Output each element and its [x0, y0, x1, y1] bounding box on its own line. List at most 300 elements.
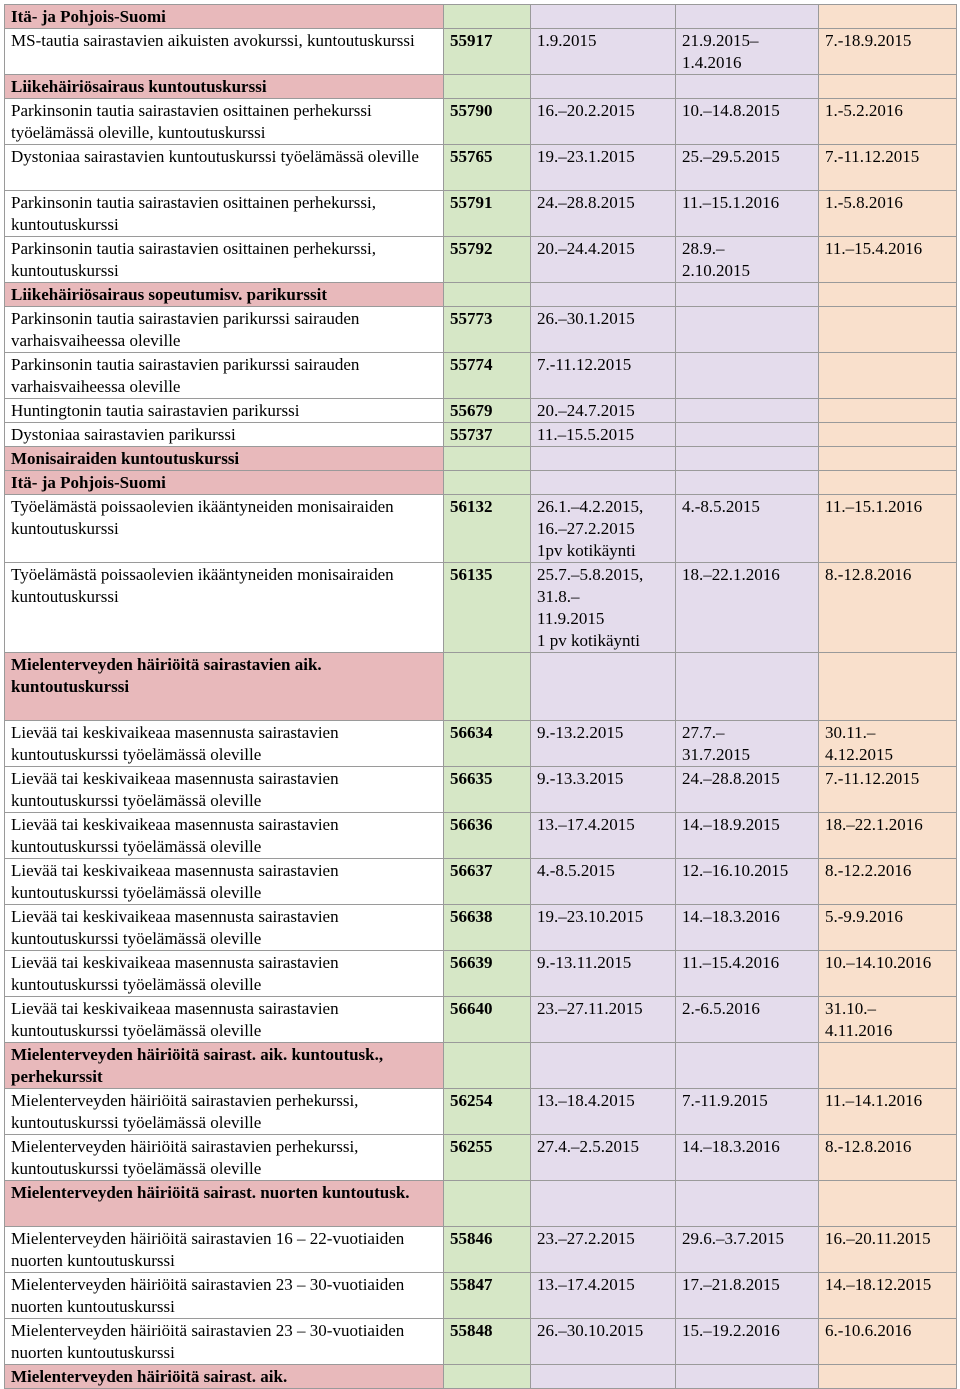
course-code-text: 56255 — [450, 1137, 493, 1156]
course-code-text: 55679 — [450, 401, 493, 420]
date-3-cell — [819, 307, 957, 353]
date-3-cell — [819, 145, 957, 191]
course-code-cell — [444, 423, 531, 447]
date-2-cell — [676, 951, 819, 997]
date-2-text: 29.6.–3.7.2015 — [682, 1229, 784, 1248]
date-1-cell — [531, 1089, 676, 1135]
date-3-text: 8.-12.8.2016 — [825, 565, 912, 584]
date-3-cell — [819, 721, 957, 767]
course-code-cell — [444, 1273, 531, 1319]
course-code-text: 55773 — [450, 309, 493, 328]
table-row — [5, 145, 957, 191]
date-2-text: 21.9.2015– 1.4.2016 — [682, 31, 759, 72]
section-heading — [5, 1365, 444, 1389]
course-name-cell — [5, 767, 444, 813]
date-1-cell — [531, 951, 676, 997]
course-name-cell — [5, 997, 444, 1043]
course-code-cell — [444, 399, 531, 423]
course-code-cell — [444, 283, 531, 307]
date-1-cell — [531, 471, 676, 495]
date-2-cell — [676, 1273, 819, 1319]
table-row — [5, 307, 957, 353]
table-row — [5, 423, 957, 447]
date-3-text: 10.–14.10.2016 — [825, 953, 932, 972]
date-1-cell — [531, 721, 676, 767]
course-code-cell — [444, 145, 531, 191]
course-name-text: Parkinsonin tautia sairastavien osittainen perhekurssi työelämässä oleville, kuntoutuskurssi — [11, 101, 372, 142]
course-code-cell — [444, 1135, 531, 1181]
date-2-cell — [676, 191, 819, 237]
date-3-cell — [819, 905, 957, 951]
date-1-cell — [531, 813, 676, 859]
date-1-cell — [531, 29, 676, 75]
date-1-cell — [531, 495, 676, 563]
course-name-text: Lievää tai keskivaikeaa masennusta sairastavien kuntoutuskurssi työelämässä oleville — [11, 769, 339, 810]
date-2-cell — [676, 813, 819, 859]
date-2-cell — [676, 721, 819, 767]
course-code-cell — [444, 237, 531, 283]
course-code-text: 56636 — [450, 815, 493, 834]
course-code-cell — [444, 767, 531, 813]
course-code-text: 56135 — [450, 565, 493, 584]
course-name-text: Lievää tai keskivaikeaa masennusta sairastavien kuntoutuskurssi työelämässä oleville — [11, 861, 339, 902]
course-code-text: 56639 — [450, 953, 493, 972]
date-2-cell — [676, 471, 819, 495]
course-name-text: Parkinsonin tautia sairastavien parikurssi sairauden varhaisvaiheessa oleville — [11, 355, 360, 396]
date-1-text: 23.–27.11.2015 — [537, 999, 643, 1018]
course-name-cell — [5, 237, 444, 283]
course-name-cell — [5, 721, 444, 767]
date-3-text: 6.-10.6.2016 — [825, 1321, 912, 1340]
section-heading — [5, 1181, 444, 1227]
course-name-text: Lievää tai keskivaikeaa masennusta sairastavien kuntoutuskurssi työelämässä oleville — [11, 953, 339, 994]
date-1-text: 26.1.–4.2.2015, 16.–27.2.2015 1pv kotikäynti — [537, 497, 644, 560]
course-code-text: 55847 — [450, 1275, 493, 1294]
date-2-cell — [676, 1365, 819, 1389]
table-row — [5, 1089, 957, 1135]
date-1-cell — [531, 653, 676, 721]
course-code-cell — [444, 813, 531, 859]
date-3-cell — [819, 767, 957, 813]
course-code-text: 55846 — [450, 1229, 493, 1248]
date-2-cell — [676, 423, 819, 447]
date-1-text: 20.–24.4.2015 — [537, 239, 635, 258]
date-3-text: 11.–15.1.2016 — [825, 497, 923, 516]
date-2-text: 2.-6.5.2016 — [682, 999, 760, 1018]
date-3-cell — [819, 813, 957, 859]
course-name-text: Työelämästä poissaolevien ikääntyneiden monisairaiden kuntoutuskurssi — [11, 497, 394, 538]
date-1-text: 7.-11.12.2015 — [537, 355, 632, 374]
date-1-text: 4.-8.5.2015 — [537, 861, 615, 880]
course-name-cell — [5, 905, 444, 951]
course-code-cell — [444, 191, 531, 237]
table-row — [5, 1227, 957, 1273]
date-1-text: 9.-13.11.2015 — [537, 953, 632, 972]
date-2-text: 7.-11.9.2015 — [682, 1091, 768, 1110]
date-3-cell — [819, 495, 957, 563]
date-2-cell — [676, 495, 819, 563]
table-row — [5, 721, 957, 767]
course-code-text: 56640 — [450, 999, 493, 1018]
course-code-cell — [444, 307, 531, 353]
date-1-text: 11.–15.5.2015 — [537, 425, 635, 444]
course-name-cell — [5, 859, 444, 905]
date-2-text: 27.7.– 31.7.2015 — [682, 723, 750, 764]
table-row — [5, 563, 957, 653]
date-1-text: 20.–24.7.2015 — [537, 401, 635, 420]
course-code-cell — [444, 653, 531, 721]
course-name-cell — [5, 99, 444, 145]
date-2-cell — [676, 99, 819, 145]
date-1-cell — [531, 1319, 676, 1365]
course-code-cell — [444, 5, 531, 29]
date-3-text: 11.–14.1.2016 — [825, 1091, 923, 1110]
course-code-cell — [444, 721, 531, 767]
date-3-cell — [819, 5, 957, 29]
course-code-cell — [444, 1043, 531, 1089]
date-1-cell — [531, 1227, 676, 1273]
date-3-cell — [819, 1043, 957, 1089]
date-2-cell — [676, 1043, 819, 1089]
date-1-text: 13.–17.4.2015 — [537, 1275, 635, 1294]
date-3-text: 18.–22.1.2016 — [825, 815, 923, 834]
date-1-text: 9.-13.3.2015 — [537, 769, 624, 788]
date-1-cell — [531, 399, 676, 423]
course-code-text: 55848 — [450, 1321, 493, 1340]
course-name-cell — [5, 307, 444, 353]
date-3-text: 8.-12.2.2016 — [825, 861, 912, 880]
section-heading-row — [5, 447, 957, 471]
course-name-cell — [5, 951, 444, 997]
course-code-text: 55774 — [450, 355, 493, 374]
date-2-cell — [676, 563, 819, 653]
table-row — [5, 859, 957, 905]
course-name-text: Mielenterveyden häiriöitä sairastavien 23 – 30-vuotiaiden nuorten kuntoutuskurssi — [11, 1321, 405, 1362]
course-name-cell — [5, 1273, 444, 1319]
date-1-text: 25.7.–5.8.2015, 31.8.– 11.9.2015 1 pv kotikäynti — [537, 565, 644, 650]
course-code-text: 55737 — [450, 425, 493, 444]
date-2-text: 18.–22.1.2016 — [682, 565, 780, 584]
date-3-text: 31.10.– 4.11.2016 — [825, 999, 893, 1040]
course-name-text: Mielenterveyden häiriöitä sairast. aik. kuntoutusk., perhekurssit — [11, 1045, 384, 1086]
date-2-text: 14.–18.9.2015 — [682, 815, 780, 834]
course-name-text: Parkinsonin tautia sairastavien parikurssi sairauden varhaisvaiheessa oleville — [11, 309, 360, 350]
course-name-text: Mielenterveyden häiriöitä sairastavien aik. kuntoutuskurssi — [11, 655, 322, 696]
date-3-text: 14.–18.12.2015 — [825, 1275, 932, 1294]
date-2-cell — [676, 859, 819, 905]
date-1-cell — [531, 99, 676, 145]
date-1-cell — [531, 1181, 676, 1227]
section-heading — [5, 471, 444, 495]
date-1-cell — [531, 1365, 676, 1389]
course-code-cell — [444, 1319, 531, 1365]
course-name-cell — [5, 1319, 444, 1365]
section-heading — [5, 75, 444, 99]
date-1-cell — [531, 423, 676, 447]
section-heading-row — [5, 471, 957, 495]
date-1-cell — [531, 767, 676, 813]
date-3-text: 7.-18.9.2015 — [825, 31, 912, 50]
course-code-cell — [444, 471, 531, 495]
date-2-text: 12.–16.10.2015 — [682, 861, 789, 880]
date-2-text: 10.–14.8.2015 — [682, 101, 780, 120]
course-code-cell — [444, 859, 531, 905]
date-3-cell — [819, 1089, 957, 1135]
date-2-cell — [676, 653, 819, 721]
date-1-cell — [531, 1043, 676, 1089]
date-1-text: 24.–28.8.2015 — [537, 193, 635, 212]
course-name-text: Liikehäiriösairaus kuntoutuskurssi — [11, 77, 267, 96]
date-2-cell — [676, 399, 819, 423]
course-code-text: 55791 — [450, 193, 493, 212]
course-code-cell — [444, 563, 531, 653]
date-3-cell — [819, 1181, 957, 1227]
course-code-text: 56637 — [450, 861, 493, 880]
date-3-cell — [819, 653, 957, 721]
course-code-text: 56254 — [450, 1091, 493, 1110]
course-code-text: 56634 — [450, 723, 493, 742]
date-2-text: 25.–29.5.2015 — [682, 147, 780, 166]
table-row — [5, 237, 957, 283]
date-2-text: 15.–19.2.2016 — [682, 1321, 780, 1340]
course-code-cell — [444, 1365, 531, 1389]
table-row — [5, 767, 957, 813]
date-1-text: 23.–27.2.2015 — [537, 1229, 635, 1248]
date-1-text: 13.–17.4.2015 — [537, 815, 635, 834]
date-1-cell — [531, 859, 676, 905]
date-1-text: 13.–18.4.2015 — [537, 1091, 635, 1110]
date-1-text: 26.–30.10.2015 — [537, 1321, 644, 1340]
course-code-cell — [444, 997, 531, 1043]
date-2-text: 14.–18.3.2016 — [682, 1137, 780, 1156]
date-3-text: 7.-11.12.2015 — [825, 147, 920, 166]
date-1-text: 16.–20.2.2015 — [537, 101, 635, 120]
course-code-cell — [444, 1227, 531, 1273]
date-1-cell — [531, 307, 676, 353]
date-2-cell — [676, 237, 819, 283]
course-code-text: 56132 — [450, 497, 493, 516]
course-name-cell — [5, 353, 444, 399]
date-1-text: 19.–23.1.2015 — [537, 147, 635, 166]
date-2-cell — [676, 75, 819, 99]
date-2-text: 11.–15.1.2016 — [682, 193, 780, 212]
table-row — [5, 997, 957, 1043]
table-row — [5, 191, 957, 237]
table-body — [5, 5, 957, 1389]
course-name-text: Mielenterveyden häiriöitä sairastavien perhekurssi, kuntoutuskurssi työelämässä oleville — [11, 1091, 359, 1132]
course-code-cell — [444, 495, 531, 563]
table-row — [5, 1319, 957, 1365]
section-heading-row — [5, 1181, 957, 1227]
date-1-text: 1.9.2015 — [537, 31, 597, 50]
course-code-text: 55790 — [450, 101, 493, 120]
course-code-text: 55765 — [450, 147, 493, 166]
course-name-text: Mielenterveyden häiriöitä sairast. nuorten kuntoutusk. — [11, 1183, 410, 1202]
date-3-cell — [819, 99, 957, 145]
date-2-cell — [676, 767, 819, 813]
course-name-text: MS-tautia sairastavien aikuisten avokurssi, kuntoutuskurssi — [11, 31, 415, 50]
date-3-cell — [819, 563, 957, 653]
date-3-cell — [819, 1319, 957, 1365]
date-1-cell — [531, 5, 676, 29]
course-code-cell — [444, 1181, 531, 1227]
course-name-text: Parkinsonin tautia sairastavien osittainen perhekurssi, kuntoutuskurssi — [11, 239, 376, 280]
section-heading-row — [5, 1043, 957, 1089]
course-code-cell — [444, 447, 531, 471]
date-3-text: 1.-5.2.2016 — [825, 101, 903, 120]
course-code-cell — [444, 905, 531, 951]
date-1-text: 27.4.–2.5.2015 — [537, 1137, 639, 1156]
course-code-text: 55917 — [450, 31, 493, 50]
course-code-cell — [444, 353, 531, 399]
course-name-cell — [5, 1135, 444, 1181]
date-2-text: 24.–28.8.2015 — [682, 769, 780, 788]
date-3-cell — [819, 423, 957, 447]
date-2-cell — [676, 1089, 819, 1135]
section-heading — [5, 447, 444, 471]
date-1-cell — [531, 283, 676, 307]
course-name-cell — [5, 1227, 444, 1273]
section-heading — [5, 653, 444, 721]
section-heading-row — [5, 75, 957, 99]
course-name-text: Lievää tai keskivaikeaa masennusta sairastavien kuntoutuskurssi työelämässä oleville — [11, 723, 339, 764]
date-3-cell — [819, 447, 957, 471]
course-schedule-table — [4, 4, 957, 1389]
date-3-text: 7.-11.12.2015 — [825, 769, 920, 788]
date-3-cell — [819, 471, 957, 495]
course-name-cell — [5, 813, 444, 859]
date-3-cell — [819, 1273, 957, 1319]
course-code-text: 56635 — [450, 769, 493, 788]
course-code-cell — [444, 951, 531, 997]
date-3-text: 8.-12.8.2016 — [825, 1137, 912, 1156]
date-3-text: 11.–15.4.2016 — [825, 239, 923, 258]
date-3-cell — [819, 951, 957, 997]
date-1-cell — [531, 237, 676, 283]
course-name-cell — [5, 563, 444, 653]
course-name-text: Lievää tai keskivaikeaa masennusta sairastavien kuntoutuskurssi työelämässä oleville — [11, 907, 339, 948]
date-1-cell — [531, 145, 676, 191]
course-name-text: Liikehäiriösairaus sopeutumisv. parikurssit — [11, 285, 327, 304]
date-2-cell — [676, 5, 819, 29]
date-3-text: 16.–20.11.2015 — [825, 1229, 931, 1248]
date-3-cell — [819, 29, 957, 75]
course-name-text: Työelämästä poissaolevien ikääntyneiden monisairaiden kuntoutuskurssi — [11, 565, 394, 606]
course-name-text: Dystoniaa sairastavien parikurssi — [11, 425, 236, 444]
section-heading-row — [5, 1365, 957, 1389]
date-1-text: 19.–23.10.2015 — [537, 907, 644, 926]
section-heading-row — [5, 5, 957, 29]
section-heading — [5, 5, 444, 29]
course-code-text: 56638 — [450, 907, 493, 926]
course-name-text: Lievää tai keskivaikeaa masennusta sairastavien kuntoutuskurssi työelämässä oleville — [11, 815, 339, 856]
course-name-text: Huntingtonin tautia sairastavien parikurssi — [11, 401, 300, 420]
date-2-cell — [676, 353, 819, 399]
date-2-cell — [676, 905, 819, 951]
date-2-text: 4.-8.5.2015 — [682, 497, 760, 516]
table-row — [5, 1273, 957, 1319]
date-2-text: 28.9.– 2.10.2015 — [682, 239, 750, 280]
course-code-text: 55792 — [450, 239, 493, 258]
date-3-text: 5.-9.9.2016 — [825, 907, 903, 926]
date-2-cell — [676, 1227, 819, 1273]
date-3-cell — [819, 997, 957, 1043]
date-1-text: 9.-13.2.2015 — [537, 723, 624, 742]
date-3-cell — [819, 1135, 957, 1181]
date-3-text: 1.-5.8.2016 — [825, 193, 903, 212]
date-2-cell — [676, 997, 819, 1043]
date-1-cell — [531, 563, 676, 653]
date-1-cell — [531, 1273, 676, 1319]
table-row — [5, 905, 957, 951]
course-code-cell — [444, 1089, 531, 1135]
date-1-cell — [531, 1135, 676, 1181]
course-name-text: Mielenterveyden häiriöitä sairastavien 23 – 30-vuotiaiden nuorten kuntoutuskurssi — [11, 1275, 405, 1316]
course-name-cell — [5, 495, 444, 563]
date-3-text: 30.11.– 4.12.2015 — [825, 723, 893, 764]
date-1-cell — [531, 191, 676, 237]
table-row — [5, 399, 957, 423]
date-2-cell — [676, 1319, 819, 1365]
section-heading — [5, 283, 444, 307]
course-name-cell — [5, 191, 444, 237]
date-2-text: 11.–15.4.2016 — [682, 953, 780, 972]
date-3-cell — [819, 399, 957, 423]
date-3-cell — [819, 1227, 957, 1273]
course-name-text: Itä- ja Pohjois-Suomi — [11, 473, 166, 492]
course-name-cell — [5, 1089, 444, 1135]
course-code-cell — [444, 75, 531, 99]
date-1-cell — [531, 905, 676, 951]
course-name-cell — [5, 399, 444, 423]
date-3-cell — [819, 191, 957, 237]
table-row — [5, 951, 957, 997]
date-3-cell — [819, 353, 957, 399]
course-name-text: Dystoniaa sairastavien kuntoutuskurssi työelämässä oleville — [11, 147, 419, 166]
date-3-cell — [819, 283, 957, 307]
date-1-cell — [531, 75, 676, 99]
date-2-cell — [676, 447, 819, 471]
date-2-cell — [676, 29, 819, 75]
date-1-cell — [531, 353, 676, 399]
course-code-cell — [444, 99, 531, 145]
date-1-cell — [531, 997, 676, 1043]
table-row — [5, 29, 957, 75]
course-name-cell — [5, 145, 444, 191]
date-3-cell — [819, 1365, 957, 1389]
course-name-cell — [5, 29, 444, 75]
table-row — [5, 353, 957, 399]
section-heading-row — [5, 653, 957, 721]
date-3-cell — [819, 859, 957, 905]
date-2-text: 17.–21.8.2015 — [682, 1275, 780, 1294]
date-2-cell — [676, 145, 819, 191]
course-name-text: Monisairaiden kuntoutuskurssi — [11, 449, 240, 468]
date-2-cell — [676, 307, 819, 353]
date-2-text: 14.–18.3.2016 — [682, 907, 780, 926]
date-3-cell — [819, 237, 957, 283]
course-name-text: Itä- ja Pohjois-Suomi — [11, 7, 166, 26]
course-name-text: Lievää tai keskivaikeaa masennusta sairastavien kuntoutuskurssi työelämässä oleville — [11, 999, 339, 1040]
course-code-cell — [444, 29, 531, 75]
date-2-cell — [676, 283, 819, 307]
date-3-cell — [819, 75, 957, 99]
course-name-text: Mielenterveyden häiriöitä sairast. aik. — [11, 1367, 288, 1386]
course-name-text: Parkinsonin tautia sairastavien osittainen perhekurssi, kuntoutuskurssi — [11, 193, 376, 234]
table-row — [5, 99, 957, 145]
section-heading-row — [5, 283, 957, 307]
section-heading — [5, 1043, 444, 1089]
